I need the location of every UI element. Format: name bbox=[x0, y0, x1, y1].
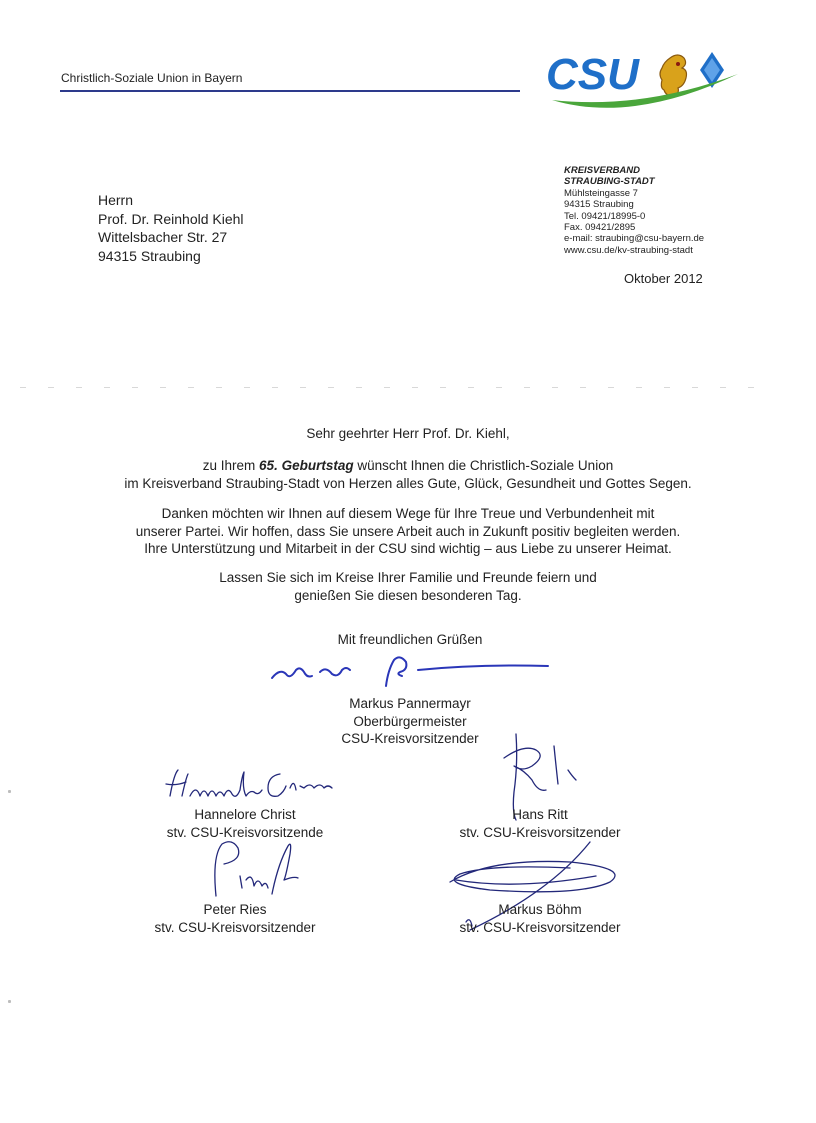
signer-ries-title: stv. CSU-Kreisvorsitzender bbox=[154, 919, 316, 935]
recipient-city: 94315 Straubing bbox=[98, 247, 201, 264]
scan-artifact-line bbox=[20, 386, 760, 389]
signer-christ-title: stv. CSU-Kreisvorsitzende bbox=[166, 824, 324, 840]
sender-city: 94315 Straubing bbox=[564, 199, 634, 211]
signer-main bbox=[280, 695, 540, 748]
recipient-name: Prof. Dr. Reinhold Kiehl bbox=[98, 210, 244, 227]
signer-boehm-name: Markus Böhm bbox=[498, 902, 582, 917]
party-name: Christlich-Soziale Union in Bayern bbox=[61, 71, 243, 85]
signer-christ bbox=[120, 806, 370, 841]
rhombus-icon bbox=[700, 52, 724, 88]
para1-line2: im Kreisverband Straubing-Stadt von Herzen alles Gute, Glück, Gesundheit und Gottes Segen. bbox=[124, 475, 692, 491]
para3-line2: genießen Sie diesen besonderen Tag. bbox=[294, 587, 522, 603]
para3-line1: Lassen Sie sich im Kreise Ihrer Familie und Freunde feiern und bbox=[219, 570, 597, 585]
signer-ries bbox=[110, 901, 360, 936]
sender-org-line1: KREISVERBAND bbox=[564, 165, 641, 176]
letter-paragraph-3 bbox=[40, 569, 776, 604]
margin-mark bbox=[8, 1000, 11, 1003]
signer-main-title2: CSU-Kreisvorsitzender bbox=[341, 731, 479, 746]
letter-paragraph-2 bbox=[40, 505, 776, 558]
signature-pannermayr bbox=[268, 652, 558, 692]
sender-email: e-mail: straubing@csu-bayern.de bbox=[564, 233, 705, 245]
lion-icon bbox=[660, 55, 687, 96]
csu-logo bbox=[542, 44, 742, 116]
recipient-salutation-line: Herrn bbox=[98, 192, 134, 208]
sender-tel: Tel. 09421/18995-0 bbox=[564, 210, 646, 222]
sender-org-line2: STRAUBING-STADT bbox=[564, 176, 655, 188]
sender-fax: Fax. 09421/2895 bbox=[564, 222, 636, 234]
signer-boehm bbox=[420, 901, 660, 936]
para2-line2: unserer Partei. Wir hoffen, dass Sie unsere Arbeit auch in Zukunft positiv begleiten werden. bbox=[135, 523, 681, 539]
recipient-street: Wittelsbacher Str. 27 bbox=[98, 229, 228, 245]
letter-date: Oktober 2012 bbox=[624, 271, 703, 286]
header-rule bbox=[60, 90, 520, 92]
signature-ries bbox=[196, 836, 316, 906]
signer-main-name: Markus Pannermayr bbox=[349, 696, 471, 711]
signer-boehm-title: stv. CSU-Kreisvorsitzender bbox=[459, 919, 621, 935]
signer-ritt bbox=[420, 806, 660, 841]
para1-pre: zu Ihrem bbox=[202, 458, 260, 473]
sender-web: www.csu.de/kv-straubing-stadt bbox=[564, 244, 693, 256]
letter-paragraph-1 bbox=[40, 457, 776, 492]
sender-block bbox=[564, 165, 704, 256]
para2-line1: Danken möchten wir Ihnen auf diesem Wege für Ihre Treue und Verbundenheit mit bbox=[161, 506, 655, 521]
birthday-highlight: 65. Geburtstag bbox=[259, 458, 354, 473]
csu-logo-text: CSU bbox=[546, 50, 639, 99]
margin-mark bbox=[8, 790, 11, 793]
sender-street: Mühlsteingasse 7 bbox=[564, 187, 638, 199]
para2-line3: Ihre Unterstützung und Mitarbeit in der CSU sind wichtig – aus Liebe zu unserer Heimat. bbox=[144, 541, 672, 556]
signer-main-title1: Oberbürgermeister bbox=[353, 713, 467, 729]
para1-post: wünscht Ihnen die Christlich-Soziale Union bbox=[353, 458, 614, 473]
letter-closing: Mit freundlichen Grüßen bbox=[337, 632, 483, 647]
signer-christ-name: Hannelore Christ bbox=[194, 807, 296, 822]
signature-christ bbox=[160, 766, 370, 810]
signer-ritt-title: stv. CSU-Kreisvorsitzender bbox=[459, 824, 621, 840]
signer-ritt-name: Hans Ritt bbox=[512, 807, 568, 822]
letter-salutation: Sehr geehrter Herr Prof. Dr. Kiehl, bbox=[306, 426, 510, 441]
recipient-address bbox=[98, 191, 244, 265]
signer-ries-name: Peter Ries bbox=[203, 902, 267, 917]
